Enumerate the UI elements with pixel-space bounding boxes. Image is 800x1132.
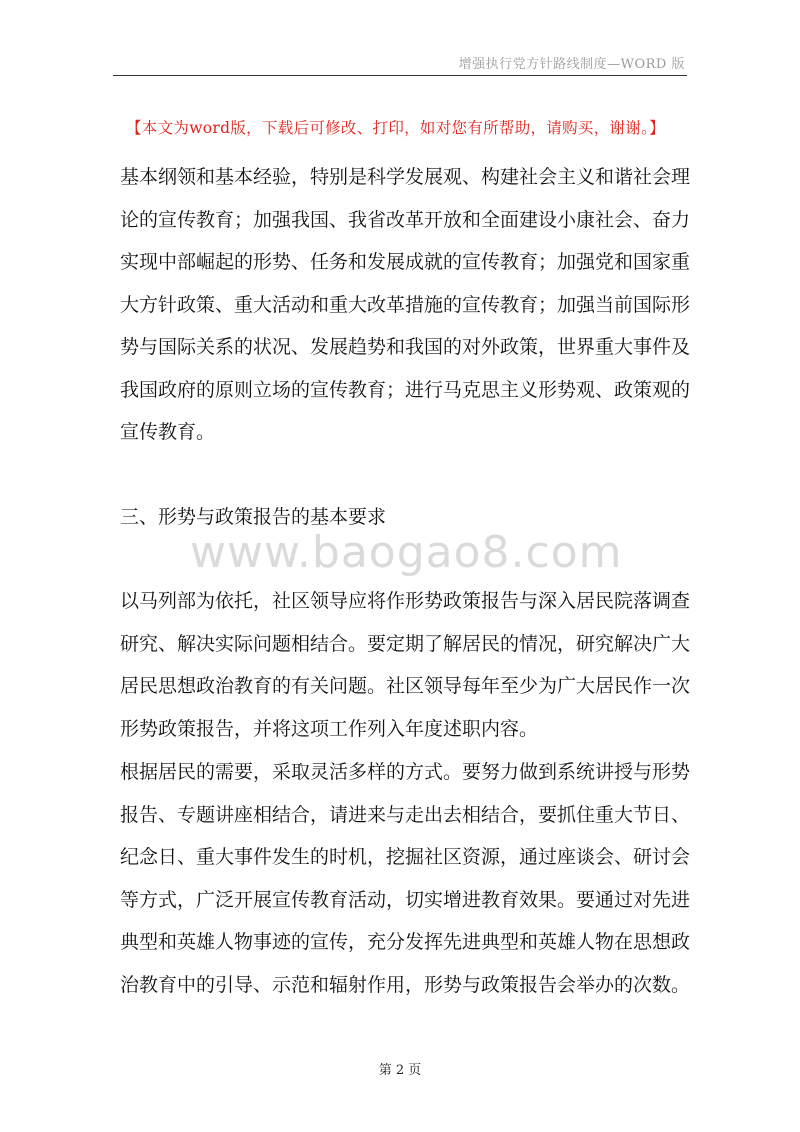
- text-line: 宣传教育。: [120, 421, 216, 443]
- text-line: 实现中部崛起的形势、任务和发展成就的宣传教育；加强党和国家重: [120, 251, 691, 273]
- paragraph-methods: [120, 751, 691, 1006]
- page-number: 第 2 页: [378, 1063, 422, 1078]
- text-line: 我国政府的原则立场的宣传教育；进行马克思主义形势观、政策观的: [120, 378, 691, 401]
- text-line: 典型和英雄人物事迹的宣传，充分发挥先进典型和英雄人物在思想政: [120, 931, 691, 953]
- text-line: 治教育中的引导、示范和辐射作用，形势与政策报告会举办的次数。: [120, 973, 691, 996]
- text-line: 形势政策报告，并将这项工作列入年度述职内容。: [120, 717, 539, 740]
- paragraph-report-requirements: [120, 580, 691, 750]
- header-title: 增强执行党方针路线制度—WORD 版: [458, 57, 685, 72]
- heading-line: 三、形势与政策报告的基本要求: [120, 506, 387, 528]
- purchase-notice: 【本文为word版，下载后可修改、打印，如对您有所帮助，请购买，谢谢。】: [126, 119, 665, 137]
- text-line: 研究、解决实际问题相结合。要定期了解居民的情况，研究解决广大: [120, 632, 691, 655]
- section-heading: [120, 496, 682, 539]
- paragraph-propaganda-content: [120, 156, 691, 454]
- watermark: www.baogao8.com: [190, 527, 623, 578]
- text-line: 大方针政策、重大活动和重大改革措施的宣传教育；加强当前国际形: [120, 293, 691, 316]
- text-line: 势与国际关系的状况、发展趋势和我国的对外政策，世界重大事件及: [120, 336, 691, 358]
- text-line: 根据居民的需要，采取灵活多样的方式。要努力做到系统讲授与形势: [120, 761, 691, 783]
- text-line: 纪念日、重大事件发生的时机，挖掘社区资源，通过座谈会、研讨会: [120, 846, 691, 868]
- header-rule: [113, 75, 687, 76]
- text-line: 以马列部为依托，社区领导应将作形势政策报告与深入居民院落调查: [120, 590, 691, 612]
- text-line: 报告、专题讲座相结合，请进来与走出去相结合，要抓住重大节日、: [120, 803, 691, 826]
- text-line: 居民思想政治教育的有关问题。社区领导每年至少为广大居民作一次: [120, 675, 691, 697]
- text-line: 论的宣传教育；加强我国、我省改革开放和全面建设小康社会、奋力: [120, 208, 691, 231]
- text-line: 等方式，广泛开展宣传教育活动，切实增进教育效果。要通过对先进: [120, 888, 691, 911]
- text-line: 基本纲领和基本经验，特别是科学发展观、构建社会主义和谐社会理: [120, 166, 691, 188]
